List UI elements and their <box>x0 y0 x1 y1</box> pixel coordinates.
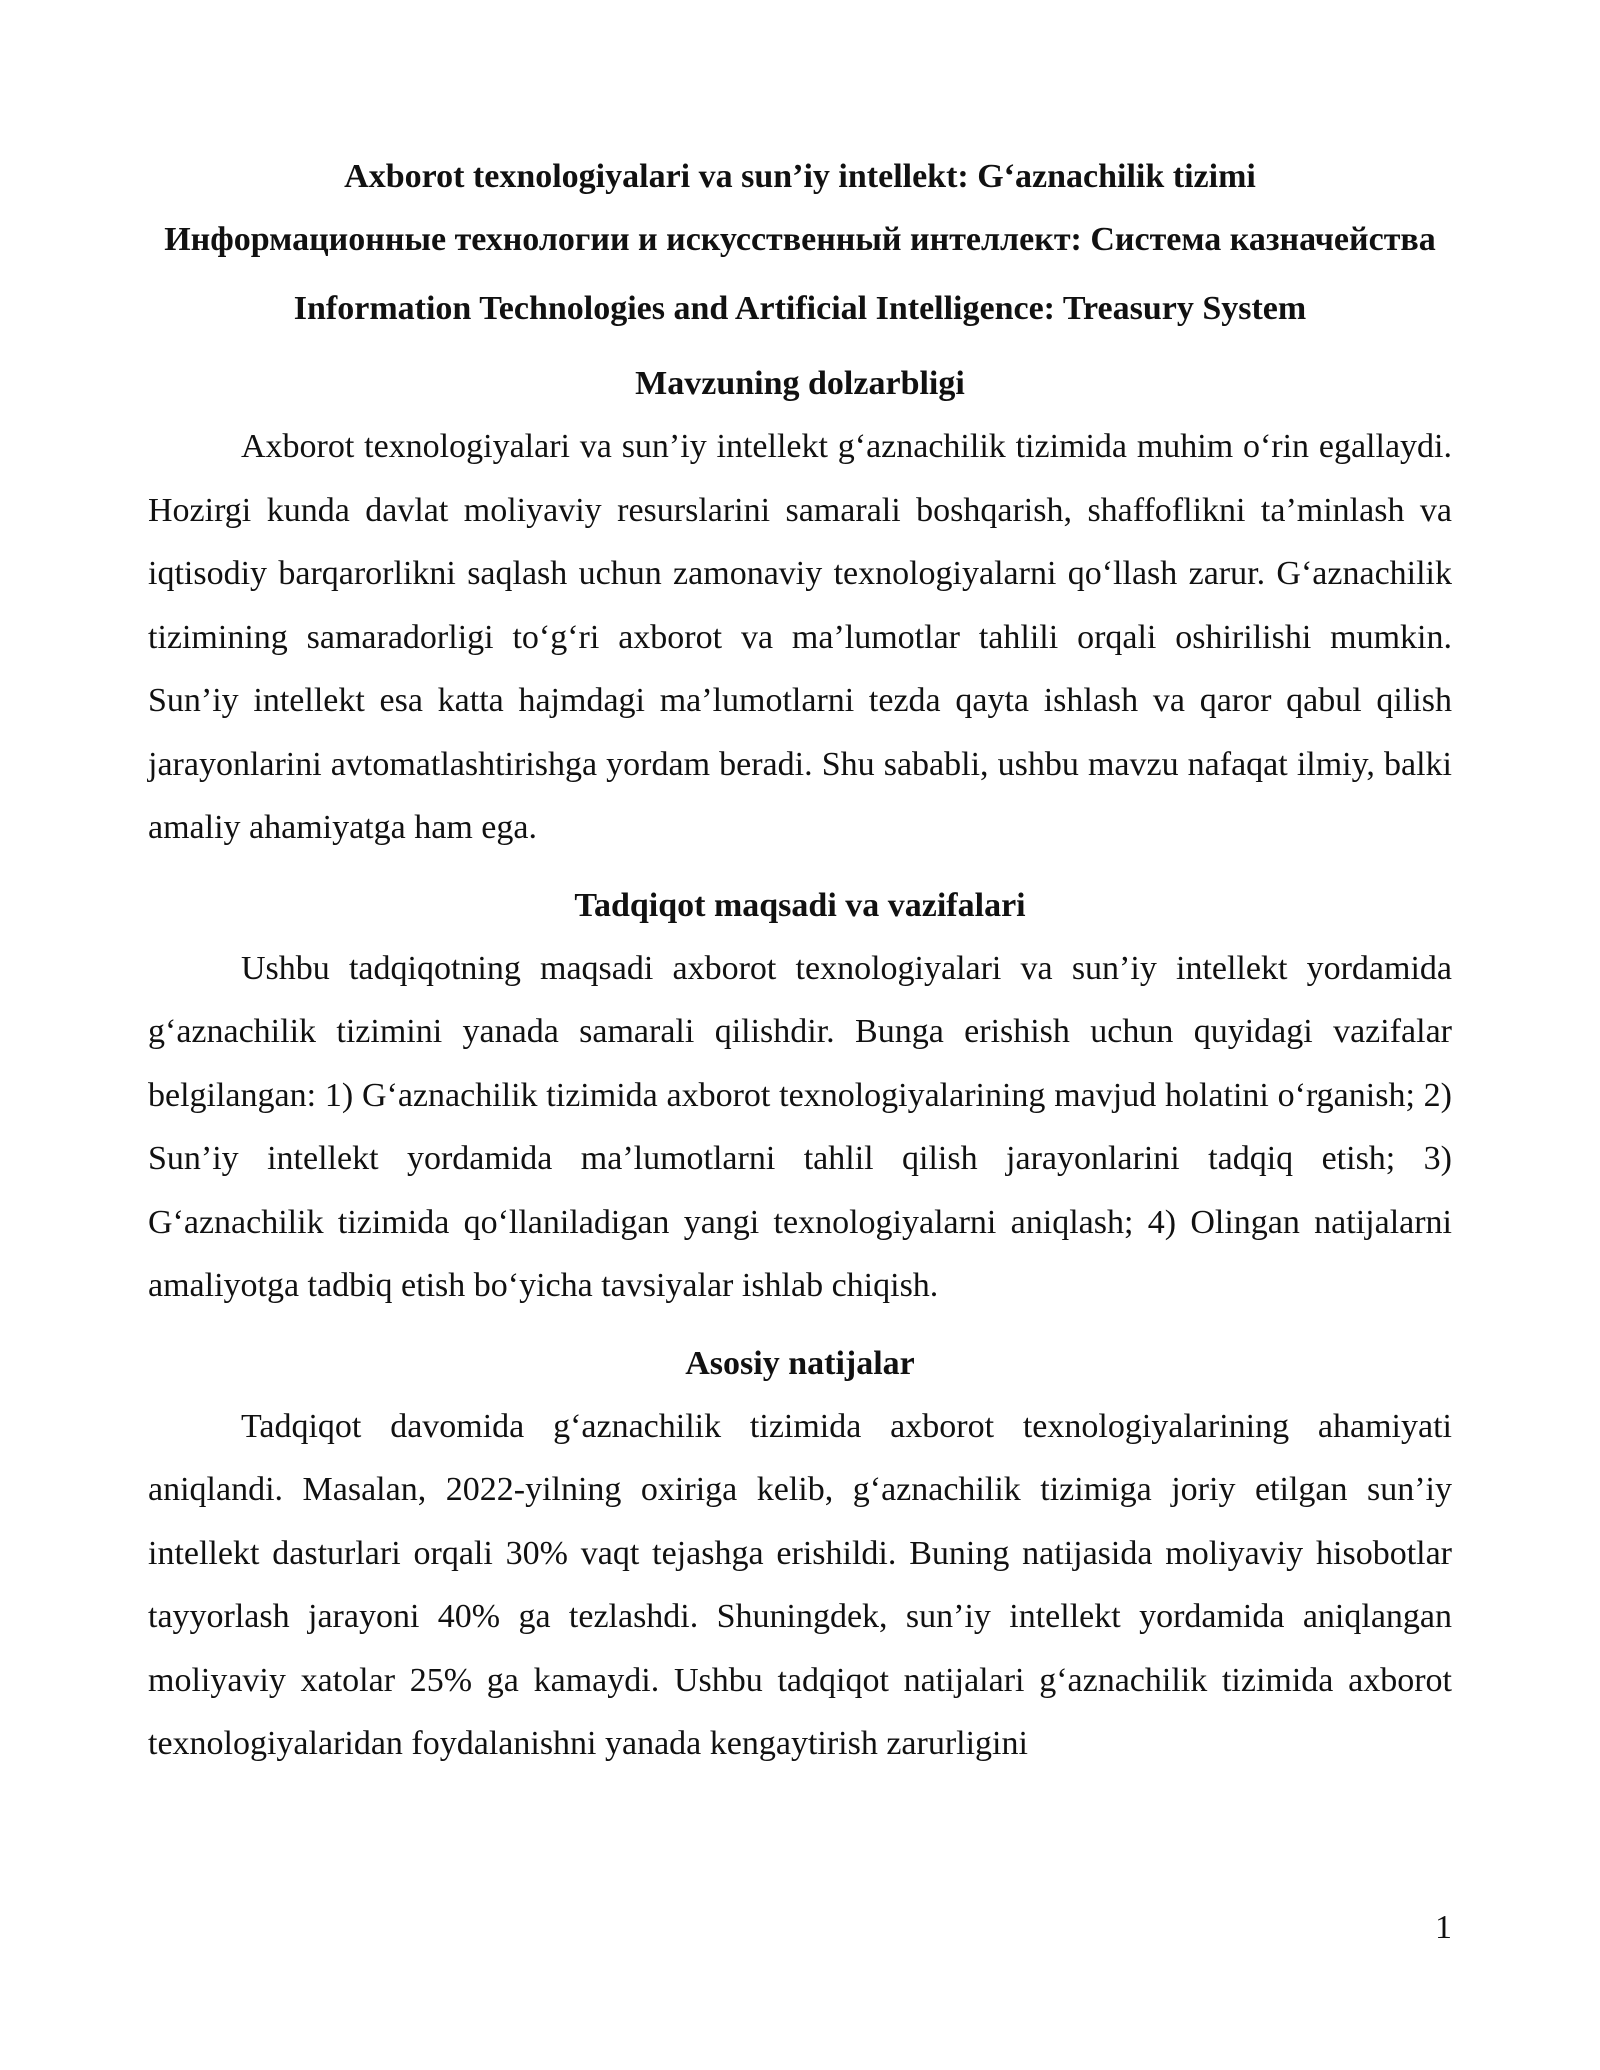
section-text-results: Tadqiqot davomida g‘aznachilik tizimida axborot texnologiyalarining ahamiyati aniqlandi. Masalan, 2022-yilning oxiriga kelib, g‘aznachilik tizimiga joriy etilgan sun’iy intellekt dasturlari orqali 30% vaqt tejashga erishildi. Buning natijasida moliyaviy hisobotlar tayyorlash jarayoni 40% ga tezlashdi. Shuningdek, sun’iy intellekt yordamida aniqlangan moliyaviy xatolar 25% ga kamaydi. Ushbu tadqiqot natijalari g‘aznachilik tizimida axborot texnologiyalaridan foydalanishni yanada kengaytirish zarurligini <box>148 1407 1452 1762</box>
section-heading-goals: Tadqiqot maqsadi va vazifalari <box>574 886 1026 924</box>
section-heading-relevance: Mavzuning dolzarbligi <box>635 365 965 402</box>
page-number: 1 <box>1435 1909 1452 1946</box>
section-text-relevance: Axborot texnologiyalari va sun’iy intellekt g‘aznachilik tizimida muhim o‘rin egallaydi. Hozirgi kunda davlat moliyaviy resurslarini samarali boshqarish, shaffoflikni ta’minlash va iqtisodiy barqarorlikni saqlash uchun zamonaviy texnologiyalarni qo‘llash zarur. G‘aznachilik tizimining samaradorligi to‘g‘ri axborot va ma’lumotlar tahlili orqali oshirilishi mumkin. Sun’iy intellekt esa katta hajmdagi ma’lumotlarni tezda qayta ishlash va qaror qabul qilish jarayonlarini avtomatlashtirishga yordam beradi. Shu sababli, ushbu mavzu nafaqat ilmiy, balki amaliy ahamiyatga ham ega. <box>148 428 1452 846</box>
title-russian: Информационные технологии и искусственный интеллект: Система казначейства <box>164 221 1436 258</box>
document-page <box>148 145 1452 1776</box>
title-english: Information Technologies and Artificial Intelligence: Treasury System <box>293 290 1307 327</box>
section-heading-results: Asosiy natijalar <box>685 1344 915 1382</box>
section-text-goals: Ushbu tadqiqotning maqsadi axborot texnologiyalari va sun’iy intellekt yordamida g‘aznachilik tizimini yanada samarali qilishdir. Bunga erishish uchun quyidagi vazifalar belgilangan: 1) G‘aznachilik tizimida axborot texnologiyalarining mavjud holatini o‘rganish; 2) Sun’iy intellekt yordamida ma’lumotlarni tahlil qilish jarayonlarini tadqiq etish; 3) G‘aznachilik tizimida qo‘llaniladigan yangi texnologiyalarni aniqlash; 4) Olingan natijalarni amaliyotga tadbiq etish bo‘yicha tavsiyalar ishlab chiqish. <box>148 949 1452 1304</box>
title-uzbek: Axborot texnologiyalari va sun’iy intellekt: G‘aznachilik tizimi <box>344 158 1256 195</box>
